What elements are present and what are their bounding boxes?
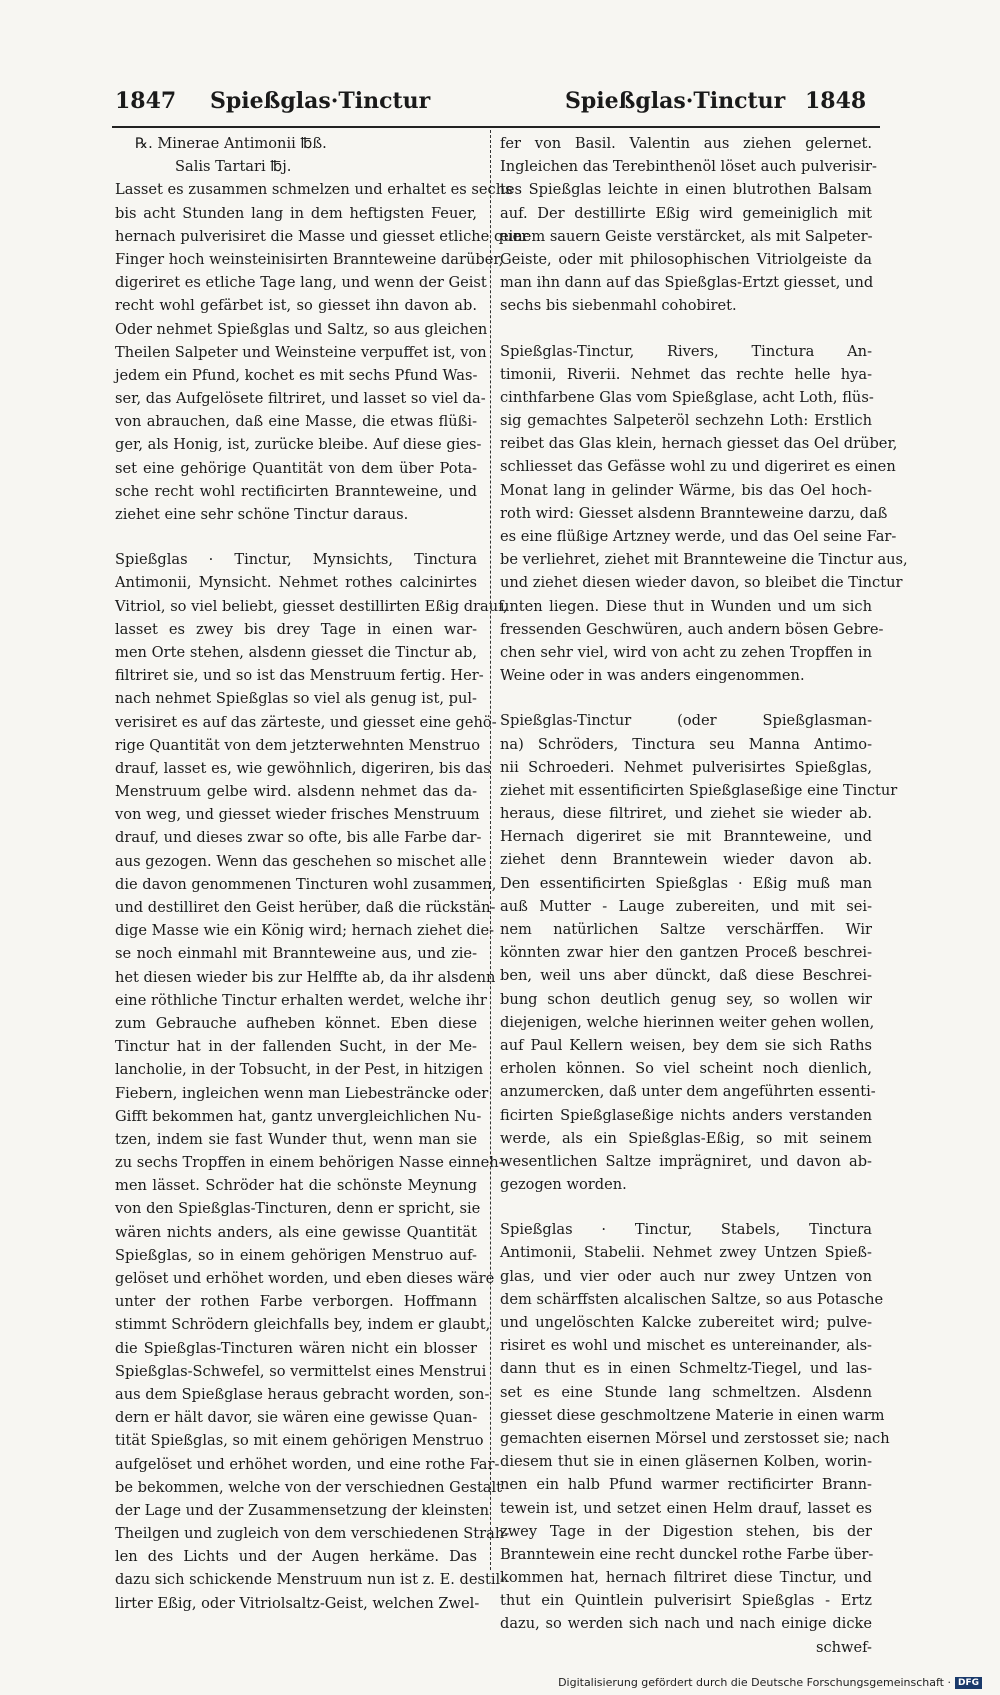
text-line: lancholie, in der Tobsucht, in der Pest, in hitzigen — [115, 1061, 484, 1079]
text-line: Hernach digeriret sie mit Brannteweine, und — [500, 828, 872, 846]
text-line: bung schon deutlich genug sey, so wollen wir — [500, 990, 872, 1008]
text-line: könnten zwar hier den gantzen Proceß beschrei- — [500, 944, 872, 962]
text-line: diejenigen, welche hierinnen weiter gehen wollen, — [500, 1013, 875, 1031]
text-line: ℞. Minerae Antimonii ℔ß. — [135, 135, 327, 152]
text-line: Salis Tartari ℔j. — [175, 158, 292, 176]
header-rule — [112, 126, 880, 128]
text-line: Spießglas-Tinctur (oder Spießglasman- — [500, 712, 872, 730]
text-line: kommen hat, hernach filtriret diese Tinctur, und — [500, 1569, 872, 1587]
text-line: Vitriol, so viel beliebt, giesset destillirten Eßig drauf, — [115, 597, 508, 615]
dfg-logo: DFG — [955, 1677, 982, 1689]
text-line: anzumercken, daß unter dem angeführten essenti- — [500, 1083, 876, 1101]
text-line: die Spießglas-Tincturen wären nicht ein blosser — [115, 1339, 477, 1357]
text-line: es eine flüßige Artzney werde, und das Oel seine Far- — [500, 528, 897, 545]
text-line: be verliehret, ziehet mit Brannteweine die Tinctur aus, — [500, 551, 908, 569]
text-line: Theilgen und zugleich von dem verschiedenen Strah- — [115, 1525, 510, 1543]
footer — [558, 1676, 982, 1689]
text-line: von weg, und giesset wieder frisches Menstruum — [115, 806, 480, 824]
text-line: sig gemachtes Salpeteröl sechzehn Loth: Erstlich — [500, 412, 872, 430]
text-line: schwef- — [815, 1638, 872, 1656]
text-line: ficirten Spießglaseßige nichts anders verstanden — [500, 1106, 872, 1124]
text-line: sche recht wohl rectificirten Brannteweine, und — [115, 482, 477, 500]
text-line: man ihn dann auf das Spießglas-Ertzt giesset, und — [500, 274, 874, 292]
text-line: Finger hoch weinsteinisirten Brannteweine darüber, — [115, 250, 504, 268]
text-line: het diesen wieder bis zur Helffte ab, da ihr alsdenn — [115, 968, 496, 986]
text-line: Branntewein eine recht dunckel rothe Farbe über- — [500, 1545, 874, 1563]
text-line: ziehet eine sehr schöne Tinctur daraus. — [115, 506, 409, 523]
text-line: drauf, lasset es, wie gewöhnlich, digeriren, bis das — [115, 759, 491, 777]
text-line: und ziehet diesen wieder davon, so bleibet die Tinctur — [500, 574, 903, 592]
text-line: ziehet mit essentificirten Spießglaseßige eine Tinctur — [500, 781, 898, 799]
text-line: nem natürlichen Saltze verschärffen. Wir — [500, 921, 872, 938]
text-line: wesentlichen Saltze imprägniret, und davon ab- — [500, 1152, 872, 1170]
text-line: Lasset es zusammen schmelzen und erhaltet es sechs — [115, 181, 513, 199]
text-line: dazu sich schickende Menstruum nun ist z. E. destil- — [115, 1571, 506, 1589]
text-line: Gifft bekommen hat, gantz unvergleichlichen Nu- — [115, 1107, 482, 1125]
column-separator — [490, 130, 492, 1570]
text-line: eine röthliche Tinctur erhalten werdet, welche ihr — [115, 991, 487, 1009]
text-line: werde, als ein Spießglas-Eßig, so mit seinem — [500, 1129, 872, 1147]
text-line: ziehet denn Branntewein wieder davon ab. — [500, 851, 872, 869]
text-line: stimmt Schrödern gleichfalls bey, indem er glaubt, — [115, 1316, 491, 1334]
text-line: set eine gehörige Quantität von dem über Pota- — [115, 459, 477, 477]
text-line: Weine oder in was anders eingenommen. — [500, 667, 805, 685]
text-line: nach nehmet Spießglas so viel als genug ist, pul- — [115, 690, 477, 708]
text-line: Antimonii, Stabelii. Nehmet zwey Untzen Spieß- — [500, 1244, 872, 1262]
text-line: auf Paul Kellern weisen, bey dem sie sich Raths — [500, 1036, 872, 1054]
text-line: heraus, diese filtriret, und ziehet sie wieder ab. — [500, 805, 872, 823]
text-line: Ingleichen das Terebinthenöl löset auch pulverisir- — [500, 158, 877, 176]
text-line: dann thut es in einen Schmeltz-Tiegel, und las- — [500, 1360, 872, 1378]
text-line: einem sauern Geiste verstärcket, als mit Salpeter- — [500, 227, 873, 245]
text-line: gelöset und erhöhet worden, und eben dieses wäre — [115, 1270, 495, 1287]
text-line: jedem ein Pfund, kochet es mit sechs Pfund Was- — [115, 366, 478, 384]
text-line: sechs bis siebenmahl cohobiret. — [500, 297, 737, 315]
text-line: nen ein halb Pfund warmer rectificirter Brann- — [500, 1476, 872, 1494]
right-column — [500, 132, 908, 1659]
text-line: dige Masse wie ein König wird; hernach ziehet die- — [115, 922, 495, 940]
text-line: zum Gebrauche aufheben könnet. Eben diese — [115, 1014, 477, 1032]
text-line: zu sechs Tropffen in einem behörigen Nasse einneh- — [115, 1154, 504, 1172]
text-line: Menstruum gelbe wird. alsdenn nehmet das da- — [115, 783, 477, 801]
text-line: recht wohl gefärbet ist, so giesset ihn davon ab. — [115, 297, 477, 315]
text-line: Spießglas · Tinctur, Stabels, Tinctura — [500, 1221, 872, 1239]
text-line: roth wird: Giesset alsdenn Brannteweine darzu, daß — [500, 504, 888, 522]
text-line: lirter Eßig, oder Vitriolsaltz-Geist, welchen Zwel- — [115, 1594, 480, 1612]
text-line: auf. Der destillirte Eßig wird gemeiniglich mit — [500, 204, 872, 222]
text-line: von den Spießglas-Tincturen, denn er spricht, sie — [115, 1200, 481, 1218]
text-line: aus gezogen. Wenn das geschehen so mischet alle — [115, 852, 487, 870]
text-line: Den essentificirten Spießglas · Eßig muß man — [500, 874, 872, 892]
text-line: risiret es wohl und mischet es untereinander, als- — [500, 1337, 872, 1355]
text-line: Spießglas-Tinctur, Rivers, Tinctura An- — [500, 342, 872, 360]
text-line: Spießglas · Tinctur, Mynsichts, Tinctura — [115, 551, 477, 569]
text-line: von abrauchen, daß eine Masse, die etwas flüßi- — [115, 413, 477, 431]
text-line: Tinctur hat in der fallenden Sucht, in der Me- — [115, 1038, 477, 1056]
right-running-title: Spießglas·Tinctur — [565, 88, 786, 114]
text-line: chen sehr viel, wird von acht zu zehen Tropffen in — [500, 643, 872, 661]
text-line: Geiste, oder mit philosophischen Vitriolgeiste da — [500, 250, 872, 268]
text-line: fer von Basil. Valentin aus ziehen gelernet. — [500, 135, 872, 152]
left-column — [115, 132, 529, 1615]
text-line: und ungelöschten Kalcke zubereitet wird; pulve- — [500, 1314, 872, 1331]
text-line: tität Spießglas, so mit einem gehörigen Menstruo — [115, 1432, 484, 1450]
text-line: bis acht Stunden lang in dem heftigsten Feuer, — [115, 204, 477, 222]
paragraph-gap — [500, 687, 872, 709]
text-line: der Lage und der Zusammensetzung der kleinsten — [115, 1501, 490, 1519]
text-line: Monat lang in gelinder Wärme, bis das Oel hoch- — [500, 481, 872, 499]
text-line: ben, weil uns aber dünckt, daß diese Beschrei- — [500, 967, 872, 985]
right-page-number: 1848 — [805, 88, 867, 114]
paragraph-gap — [500, 318, 872, 340]
text-line: aus dem Spießglase heraus gebracht worden, son- — [115, 1385, 490, 1403]
text-line: tes Spießglas leichte in einen blutrothen Balsam — [500, 181, 872, 199]
text-line: und destilliret den Geist herüber, daß die rückstän- — [115, 899, 496, 916]
text-line: wären nichts anders, als eine gewisse Quantität — [115, 1223, 477, 1241]
text-line: len des Lichts und der Augen herkäme. Das — [115, 1548, 477, 1566]
text-line: dern er hält davor, sie wären eine gewisse Quan- — [115, 1409, 478, 1427]
text-line: se noch einmahl mit Brannteweine aus, und zie- — [115, 945, 477, 963]
footer-credit: Digitalisierung gefördert durch die Deutsche Forschungsgemeinschaft · — [558, 1676, 951, 1689]
text-line: nii Schroederi. Nehmet pulverisirtes Spießglas, — [500, 758, 872, 776]
text-line: dazu, so werden sich nach und nach einige dicke — [500, 1615, 872, 1633]
left-page-number: 1847 — [115, 88, 177, 114]
text-line: unten liegen. Diese thut in Wunden und um sich — [500, 597, 872, 615]
text-line: reibet das Glas klein, hernach giesset das Oel drüber, — [500, 435, 898, 453]
text-line: men lässet. Schröder hat die schönste Meynung — [115, 1177, 477, 1195]
page-header — [115, 88, 875, 122]
text-line: verisiret es auf das zärteste, und giesset eine gehö- — [115, 713, 497, 731]
text-line: thut ein Quintlein pulverisirt Spießglas - Ertz — [500, 1592, 872, 1610]
text-line: filtriret sie, und so ist das Menstruum fertig. Her- — [115, 667, 484, 685]
text-line: tzen, indem sie fast Wunder thut, wenn man sie — [115, 1130, 477, 1148]
text-line: be bekommen, welche von der verschiednen Gestalt — [115, 1478, 503, 1496]
paragraph-gap — [115, 526, 477, 548]
text-line: die davon genommenen Tincturen wohl zusammen, — [115, 875, 497, 893]
text-line: tewein ist, und setzet einen Helm drauf, lasset es — [500, 1499, 872, 1517]
text-line: glas, und vier oder auch nur zwey Untzen von — [500, 1267, 872, 1285]
text-line: Antimonii, Mynsicht. Nehmet rothes calcinirtes — [115, 574, 477, 592]
text-line: Spießglas-Schwefel, so vermittelst eines Menstrui — [115, 1362, 487, 1380]
text-line: timonii, Riverii. Nehmet das rechte helle hya- — [500, 365, 872, 383]
text-line: giesset diese geschmoltzene Materie in einen warm — [500, 1406, 885, 1424]
text-line: auß Mutter - Lauge zubereiten, und mit sei- — [500, 897, 872, 915]
text-line: ser, das Aufgelösete filtriret, und lasset so viel da- — [115, 390, 486, 408]
text-line: unter der rothen Farbe verborgen. Hoffmann — [115, 1293, 477, 1311]
text-line: fressenden Geschwüren, auch andern bösen Gebre- — [500, 620, 884, 638]
text-line: Oder nehmet Spießglas und Saltz, so aus gleichen — [115, 320, 488, 338]
text-line: ger, als Honig, ist, zurücke bleibe. Auf diese gies- — [115, 436, 482, 454]
text-line: diesem thut sie in einen gläsernen Kolben, worin- — [500, 1453, 872, 1471]
text-line: gemachten eisernen Mörsel und zerstosset sie; nach — [500, 1429, 890, 1447]
text-line: men Orte stehen, alsdenn giesset die Tinctur ab, — [115, 643, 477, 661]
text-line: zwey Tage in der Digestion stehen, bis der — [500, 1522, 872, 1540]
text-line: schliesset das Gefässe wohl zu und digeriret es einen — [500, 458, 896, 476]
text-line: na) Schröders, Tinctura seu Manna Antimo- — [500, 735, 872, 753]
text-line: drauf, und dieses zwar so ofte, bis alle Farbe dar- — [115, 829, 482, 847]
text-line: Spießglas, so in einem gehörigen Menstruo auf- — [115, 1246, 477, 1264]
text-line: cinthfarbene Glas vom Spießglase, acht Loth, flüs- — [500, 388, 874, 406]
text-line: erholen können. So viel scheint noch dienlich, — [500, 1060, 872, 1078]
text-line: Theilen Salpeter und Weinsteine verpuffet ist, von — [115, 343, 487, 361]
text-line: rige Quantität von dem jetzterwehnten Menstruo — [115, 736, 481, 754]
text-line: Fiebern, ingleichen wenn man Liebesträncke oder — [115, 1084, 489, 1102]
text-line: lasset es zwey bis drey Tage in einen war- — [115, 620, 477, 638]
text-line: gezogen worden. — [500, 1176, 627, 1194]
text-line: aufgelöset und erhöhet worden, und eine rothe Far- — [115, 1455, 500, 1473]
text-line: digeriret es etliche Tage lang, und wenn der Geist — [115, 274, 487, 292]
left-running-title: Spießglas·Tinctur — [210, 88, 431, 114]
text-line: set es eine Stunde lang schmeltzen. Alsdenn — [500, 1383, 872, 1401]
text-line: dem schärffsten alcalischen Saltze, so aus Potasche — [500, 1290, 884, 1308]
paragraph-gap — [500, 1196, 872, 1218]
text-line: hernach pulverisiret die Masse und giesset etliche quer — [115, 227, 529, 245]
